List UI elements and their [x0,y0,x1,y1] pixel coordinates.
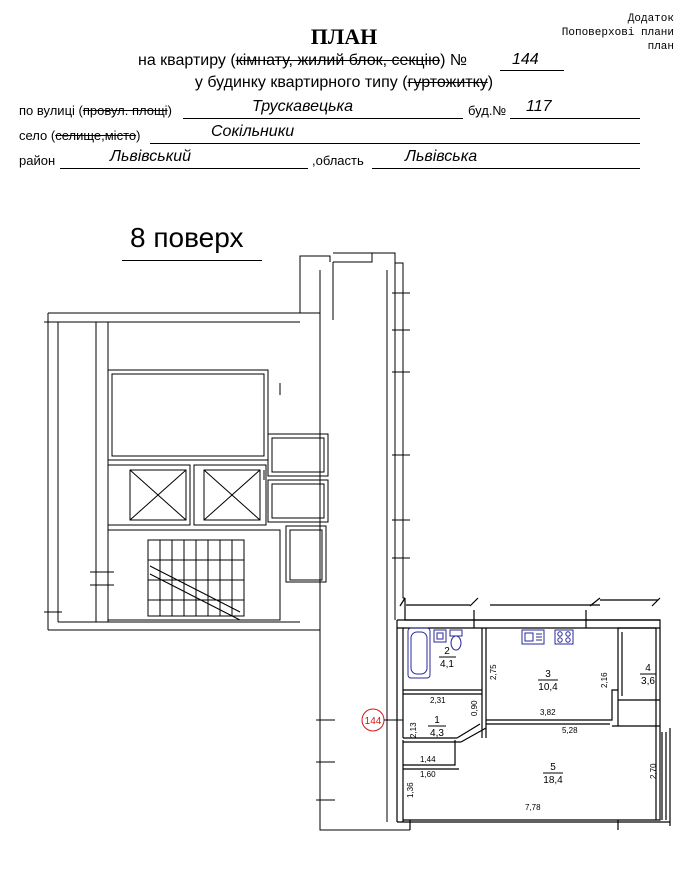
header-line-2-suffix: ) [487,74,494,91]
village-label-text: село ( [19,128,56,143]
dim-1-60: 1,60 [420,770,436,779]
dim-2-75: 2,75 [489,664,498,680]
header-line-2-prefix: у будинку квартирного типу ( [194,74,408,91]
room-2-area: 4,1 [440,659,454,670]
header-line-1-prefix: на квартиру ( [138,52,236,69]
stove-icon [555,630,573,644]
room-3-number: 3 [545,669,551,680]
dim-2-16: 2,16 [600,672,609,688]
page-title: ПЛАН [310,24,378,49]
district-value: Львівський [110,148,192,165]
sink-icon [434,630,446,642]
room-4-area: 3,6 [641,676,655,687]
dim-2-70: 2,70 [649,763,658,779]
room-1-area: 4,3 [430,728,444,739]
toilet-icon [450,630,462,650]
floor-title: 8 поверх [130,222,244,253]
region-label: ,область [312,153,364,168]
street-label-text: по вулиці ( [19,103,83,118]
room-2-number: 2 [444,646,450,657]
dim-1-44: 1,44 [420,755,436,764]
room-3-area: 10,4 [538,682,558,693]
appendix-line-2: Поповерхові плани [561,27,674,39]
dim-5-28: 5,28 [562,726,578,735]
apartment-number: 144 [512,51,539,68]
header-line-1-suffix: ) № [440,52,468,69]
header-line-1-struck: кімнату, жилий блок, секцію [235,52,441,69]
building-label: буд.№ [468,103,507,118]
kitchen-sink-icon [522,630,544,644]
village-label-struck: селище,місто [55,128,137,143]
village-label-end: ) [136,128,141,143]
room-5-number: 5 [550,762,556,773]
room-1-number: 1 [434,715,440,726]
region-value: Львівська [405,148,478,165]
dim-2-31: 2,31 [430,696,446,705]
street-label-end: ) [167,103,172,118]
dim-7-78: 7,78 [525,803,541,812]
room-4-number: 4 [645,663,651,674]
street-value: Трускавецька [252,98,353,115]
dim-0-90: 0,90 [470,700,479,716]
village-value: Сокільники [211,123,295,140]
header-line-2-struck: гуртожитку [407,74,488,91]
appendix-line-3: план [647,41,674,53]
street-label-struck: провул. площі [82,103,168,118]
appendix-line-1: Додаток [627,13,674,25]
room-5-area: 18,4 [543,775,563,786]
building-walls [44,253,410,830]
dim-3-82: 3,82 [540,708,556,717]
dim-2-13: 2,13 [409,722,418,738]
bathtub-icon [408,628,430,678]
dim-1-36: 1,36 [406,782,415,798]
apartment-marker-label: 144 [364,716,382,727]
district-label: район [19,153,56,168]
building-value: 117 [526,98,552,115]
